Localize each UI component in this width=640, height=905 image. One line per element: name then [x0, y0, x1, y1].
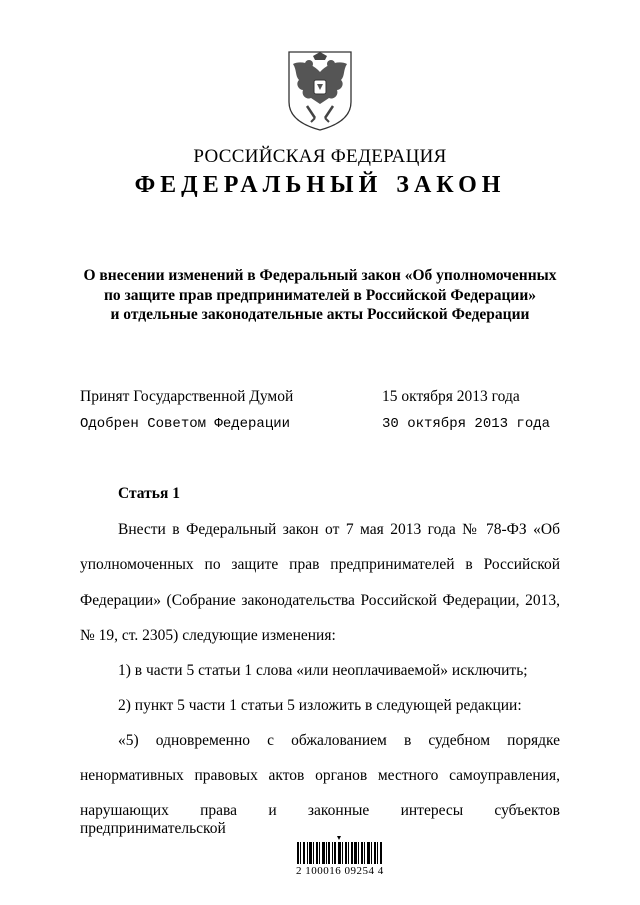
article-text-line: уполномоченных по защите прав предпринимателей в Российской [80, 556, 560, 573]
article-text-line: Федерации» (Собрание законодательства Российской Федерации, 2013, [80, 592, 560, 609]
law-title-line: О внесении изменений в Федеральный закон «Об уполномоченных [83, 267, 557, 284]
article-text-line: № 19, ст. 2305) следующие изменения: [80, 627, 336, 644]
adoption-label-duma: Принят Государственной Думой [80, 388, 294, 405]
law-title [40, 266, 600, 325]
coat-of-arms-icon [285, 50, 355, 132]
adoption-date-duma: 15 октября 2013 года [382, 388, 520, 405]
law-title-line: по защите прав предпринимателей в Российской Федерации» [103, 286, 537, 304]
adoption-date-council: 30 октября 2013 года [382, 416, 551, 432]
article-text-line: 2) пункт 5 части 1 статьи 5 изложить в следующей редакции: [118, 697, 522, 714]
article-text-line: ненормативных правовых актов органов местного самоуправления, [80, 767, 560, 784]
article-text-line: нарушающих права и законные интересы субъектов предпринимательской [80, 802, 560, 837]
law-title-line: и отдельные законодательные акты Российской Федерации [110, 306, 530, 323]
document-type-word: ЗАКОН [396, 172, 506, 198]
article-heading: Статья 1 [118, 485, 180, 502]
article-text-line: Внести в Федеральный закон от 7 мая 2013 года № 78-ФЗ «Об [118, 521, 560, 538]
article-text-line: 1) в части 5 статьи 1 слова «или неоплачиваемой» исключить; [118, 662, 528, 679]
country-name: РОССИЙСКАЯ ФЕДЕРАЦИЯ [193, 146, 447, 167]
document-type-heading [0, 172, 640, 199]
article-text-line: «5) одновременно с обжалованием в судебном порядке [118, 732, 560, 749]
document-type-word: ФЕДЕРАЛЬНЫЙ [134, 172, 383, 198]
adoption-label-council: Одобрен Советом Федерации [80, 416, 291, 432]
barcode-number: 2 100016 09254 4 [296, 865, 384, 877]
